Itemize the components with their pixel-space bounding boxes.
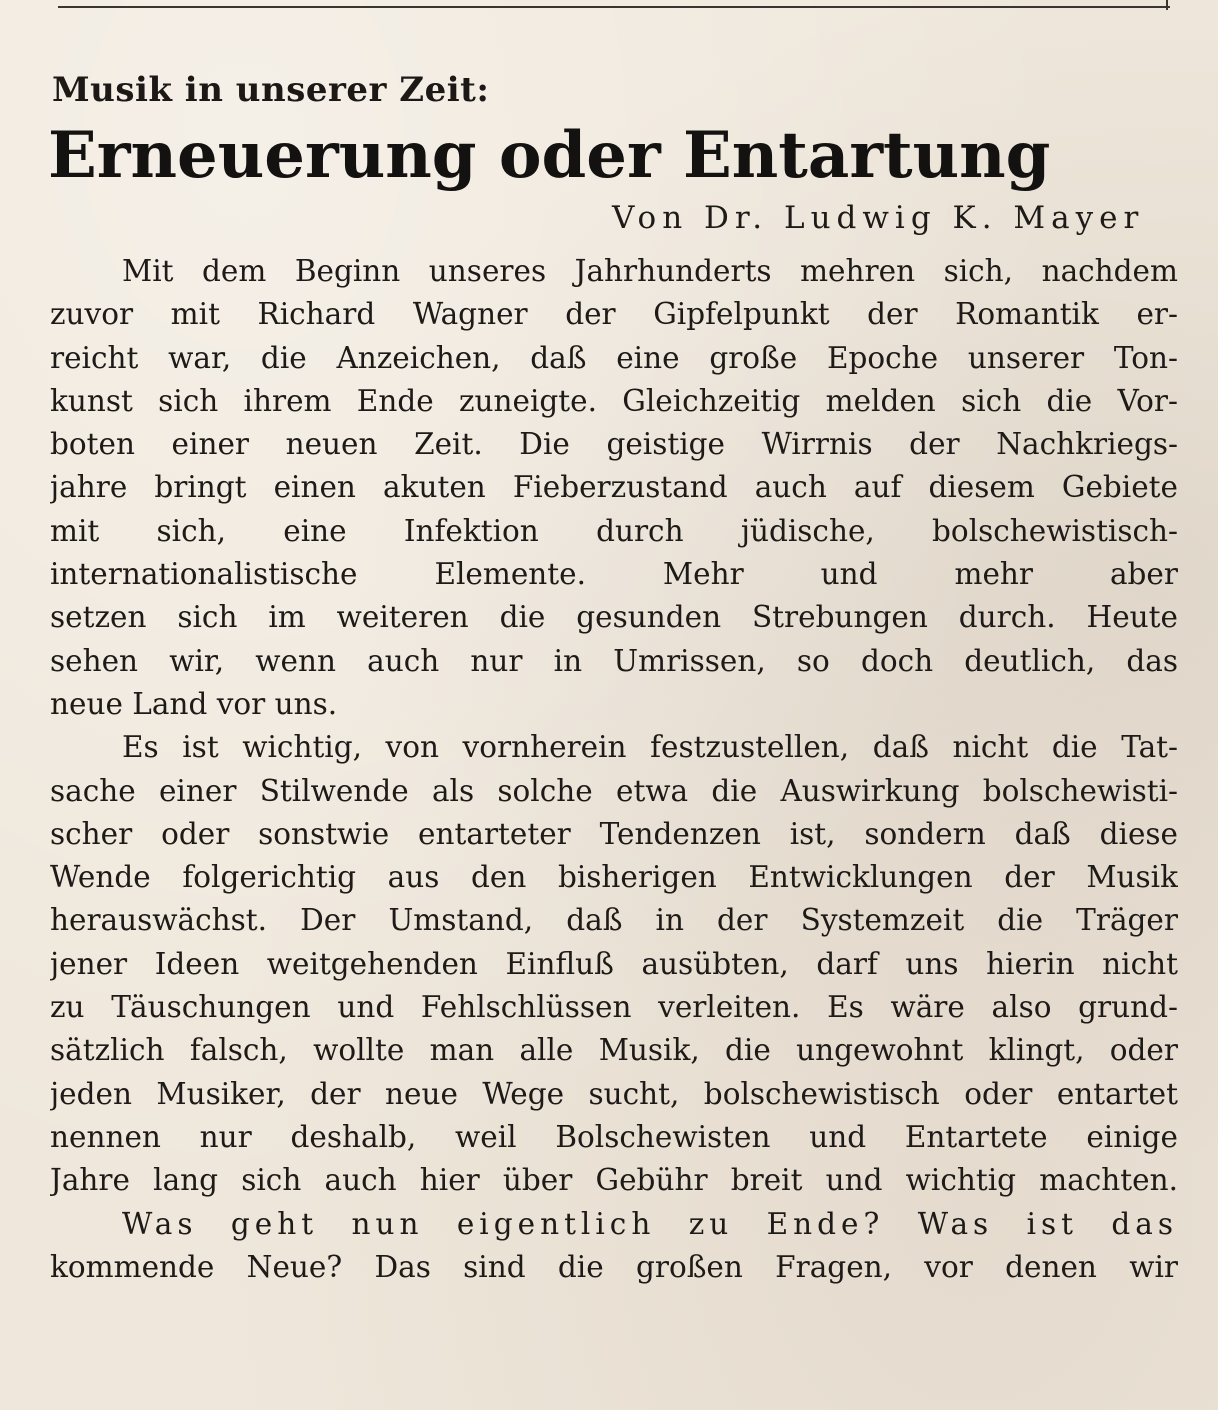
text-line: neue Land vor uns. (50, 686, 338, 721)
text-line: internationalistische Elemente. Mehr und mehr aber (50, 557, 1178, 592)
column-rule (1166, 0, 1168, 10)
text-line: jahre bringt einen akuten Fieberzustand auch auf diesem Gebiete (50, 470, 1178, 505)
article-kicker: Musik in unserer Zeit: (52, 70, 490, 110)
text-line: sehen wir, wenn auch nur in Umrissen, so doch deutlich, das (50, 643, 1178, 678)
text-line: Es ist wichtig, von vornherein festzustellen, daß nicht die Tat- (122, 730, 1178, 765)
text-line: scher oder sonstwie entarteter Tendenzen ist, sondern daß diese (50, 816, 1178, 851)
text-line: mit sich, eine Infektion durch jüdische, bolschewistisch- (50, 513, 1178, 548)
text-line: Wende folgerichtig aus den bisherigen Entwicklungen der Musik (50, 860, 1178, 895)
article-byline: Von Dr. Ludwig K. Mayer (612, 200, 1145, 236)
text-line: kunst sich ihrem Ende zuneigte. Gleichzeitig melden sich die Vor- (50, 383, 1178, 418)
text-line: boten einer neuen Zeit. Die geistige Wirrnis der Nachkriegs- (50, 427, 1178, 462)
text-line: setzen sich im weiteren die gesunden Strebungen durch. Heute (50, 600, 1178, 635)
text-line: kommende Neue? Das sind die großen Fragen, vor denen wir (50, 1249, 1178, 1284)
text-line: sätzlich falsch, wollte man alle Musik, die ungewohnt klingt, oder (50, 1033, 1178, 1068)
text-line: Was geht nun eigentlich zu Ende? Was ist das (122, 1206, 1178, 1241)
article-headline: Erneuerung oder Entartung (48, 118, 1051, 193)
text-line: jeden Musiker, der neue Wege sucht, bolschewistisch oder entartet (50, 1076, 1178, 1111)
text-line: zuvor mit Richard Wagner der Gipfelpunkt der Romantik er- (50, 297, 1178, 332)
text-line: Jahre lang sich auch hier über Gebühr breit und wichtig machten. (50, 1163, 1178, 1198)
text-line: zu Täuschungen und Fehlschlüssen verleiten. Es wäre also grund- (50, 990, 1178, 1025)
text-line: nennen nur deshalb, weil Bolschewisten und Entartete einige (50, 1119, 1178, 1154)
text-line: herauswächst. Der Umstand, daß in der Systemzeit die Träger (50, 903, 1178, 938)
top-rule (58, 6, 1170, 8)
text-line: sache einer Stilwende als solche etwa die Auswirkung bolschewisti- (50, 773, 1178, 808)
text-line: Mit dem Beginn unseres Jahrhunderts mehren sich, nachdem (122, 254, 1178, 288)
text-line: reicht war, die Anzeichen, daß eine große Epoche unserer Ton- (50, 340, 1178, 375)
text-line: jener Ideen weitgehenden Einfluß ausübten, darf uns hierin nicht (50, 946, 1178, 981)
article-body (50, 250, 1178, 1289)
